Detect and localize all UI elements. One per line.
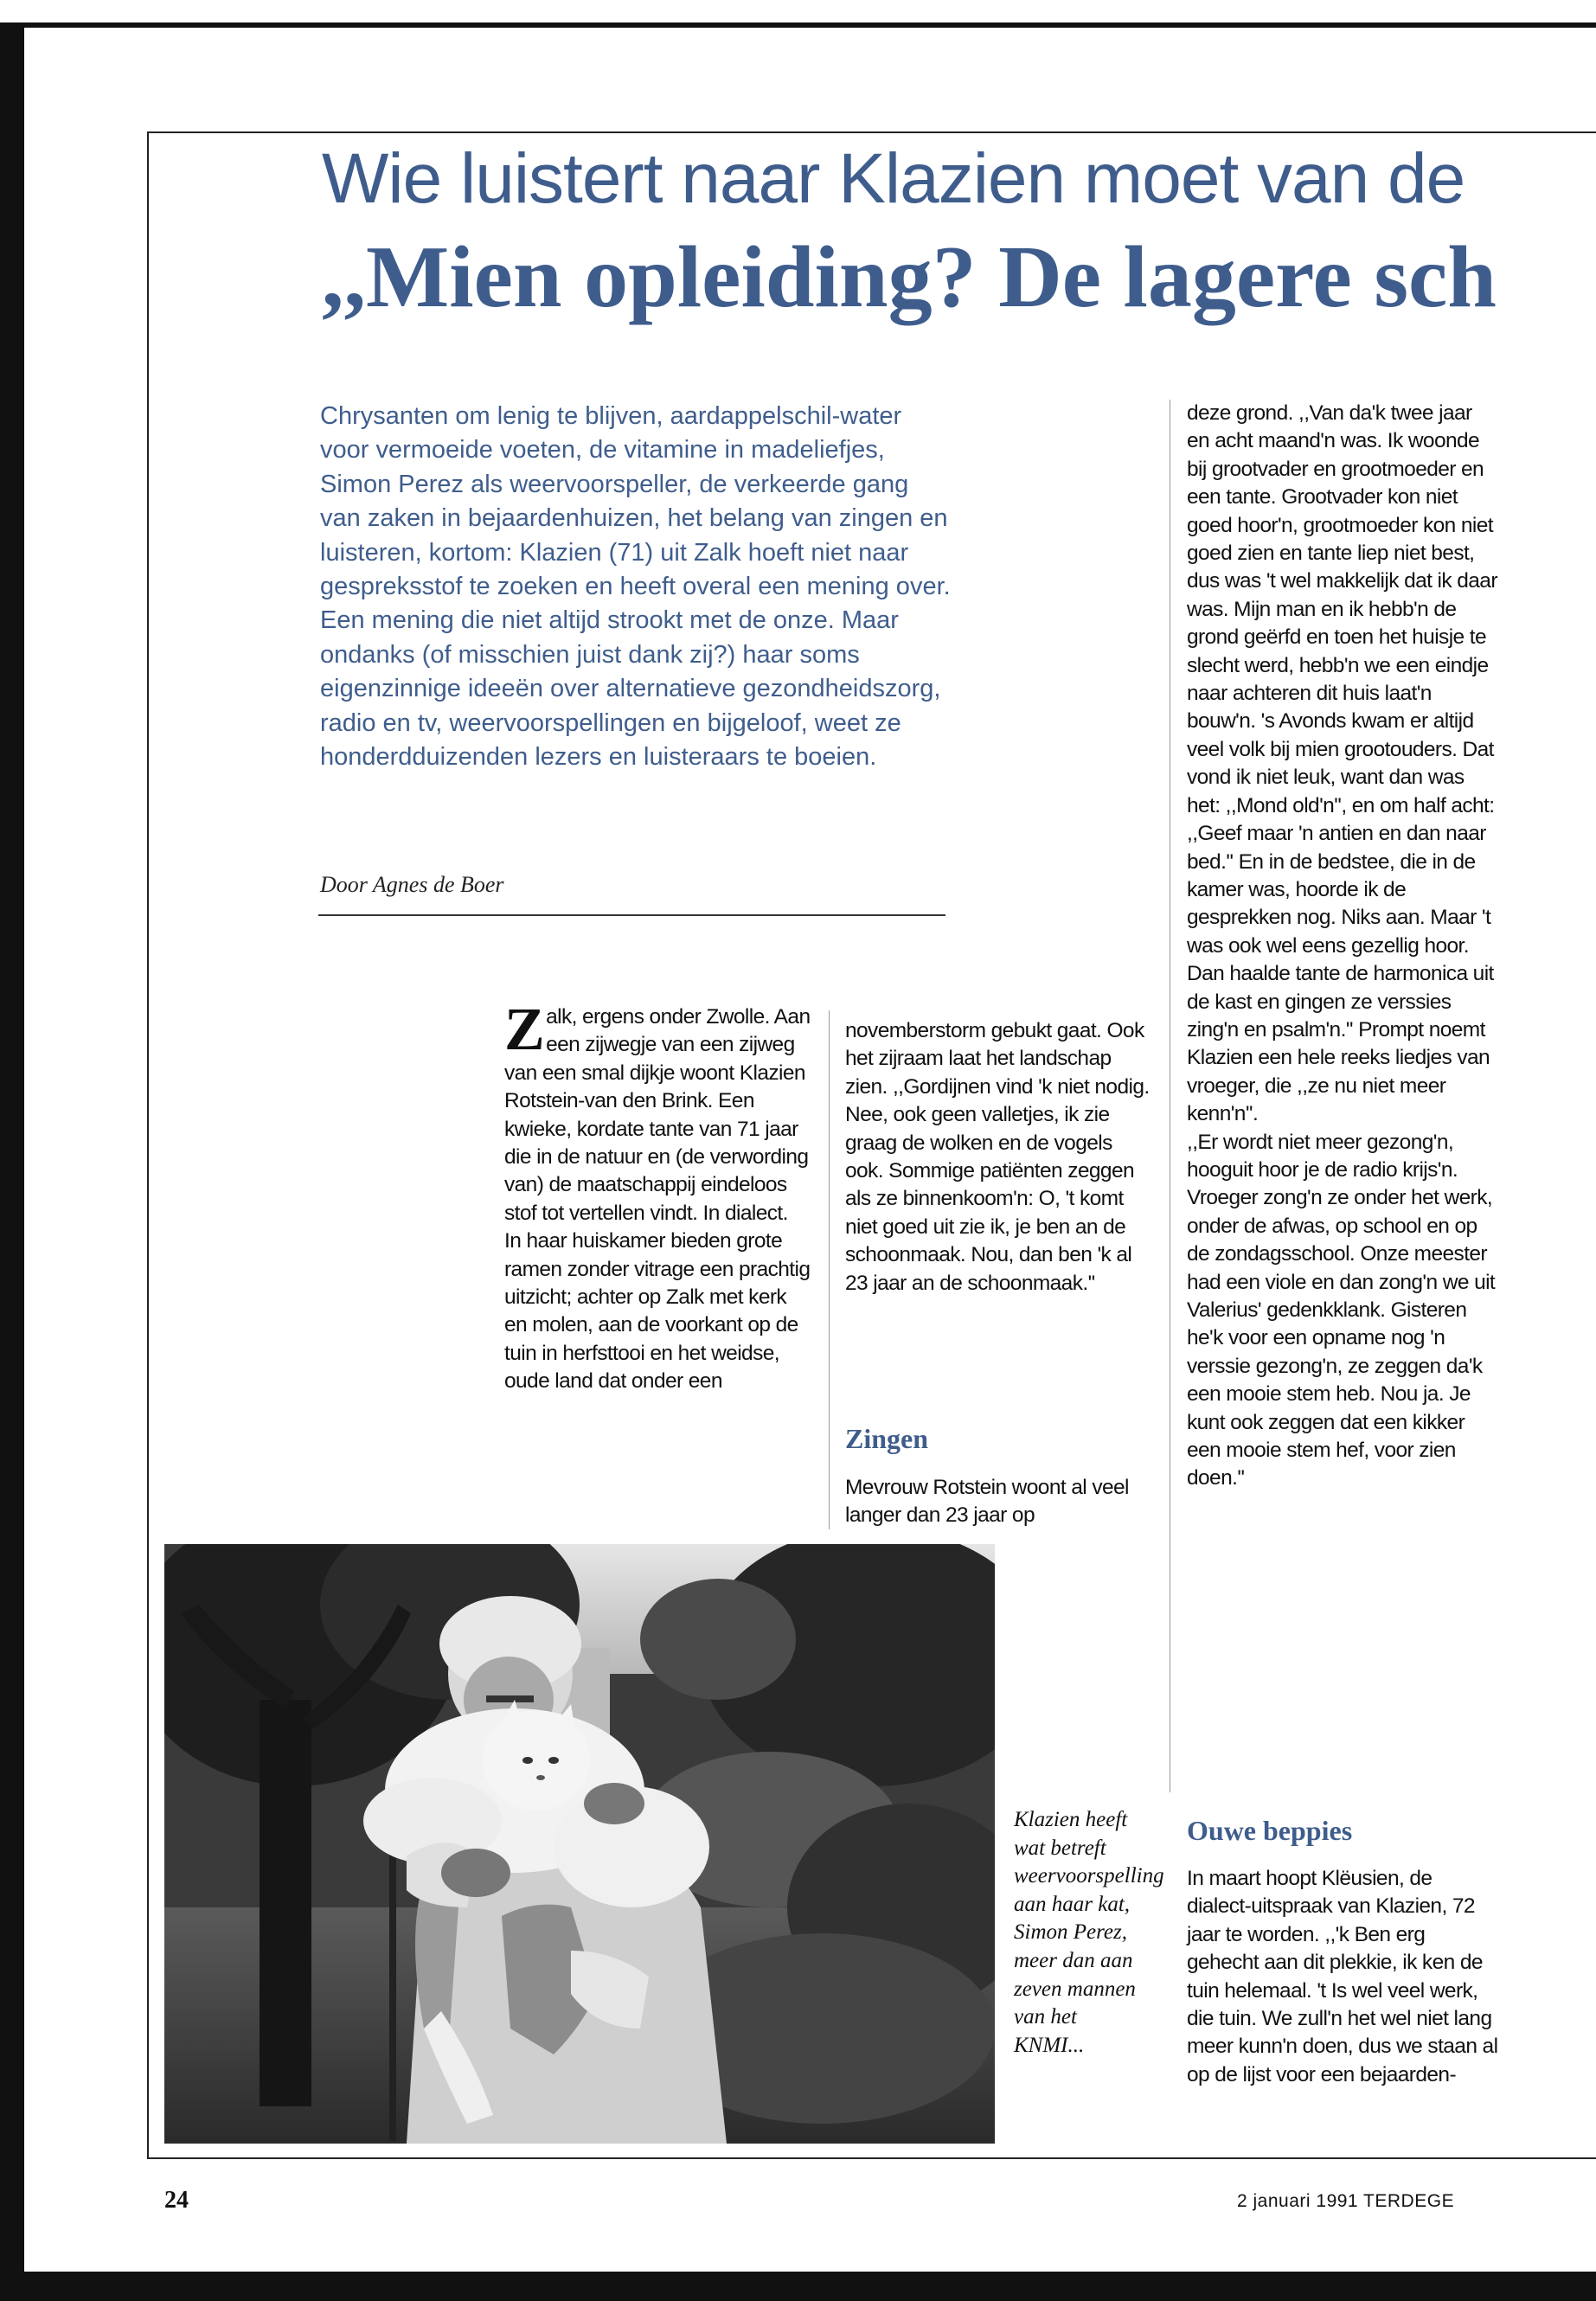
- headline-line-2: ,,Mien opleiding? De lagere sch: [322, 228, 1497, 326]
- byline-divider: [318, 914, 945, 916]
- photo-caption: Klazien heeft wat betreft weervoorspelling aan haar kat, Simon Perez, meer dan aan zeven mannen van het KNMI...: [1014, 1808, 1164, 2057]
- body-paragraph: [504, 997, 811, 1227]
- page-number: 24: [164, 2187, 189, 2214]
- scan-left-border: [0, 22, 24, 2272]
- page-top-edge: [0, 0, 1596, 28]
- body-paragraph: In haar huiskamer bieden grote ramen zonder vitrage een prachtig uitzicht; achter op Zalk met kerk en molen, aan de voorkant op de tuin in herfsttooi en het weidse, oude land dat onder een: [504, 1229, 811, 1394]
- body-text: alk, ergens onder Zwolle. Aan een zijwegje van een zijweg van een smal dijkje woont Klazien Rotstein-van den Brink. Een kwieke, kordate tante van 71 jaar die in de natuur en (de verwording van) de maatschappij eindeloos stof tot vertellen vindt. In dialect.: [504, 1005, 811, 1225]
- body-paragraph: In maart hoopt Klëusien, de dialect-uitspraak van Klazien, 72 jaar te worden. ,,'k Ben erg gehecht aan dit plekkie, ik ken de tuin helemaal. 't Is wel veel werk, die tuin. We zull'n het wel niet lang meer kunn'n doen, dus we staan al op de lijst voor een bejaarden-: [1187, 1867, 1498, 2086]
- issue-date: 2 januari 1991 TERDEGE: [1237, 2191, 1455, 2211]
- body-paragraph: novemberstorm gebukt gaat. Ook het zijraam laat het landschap zien. ,,Gordijnen vind 'k niet nodig. Nee, ook geen valletjes, ik zie graag de wolken en de vogels ook. Sommige patiënten zeggen als ze binnenkoom'n: O, 't komt niet goed uit zie ik, je ben an de schoonmaak. Nou, dan ben 'k al 23 jaar an de schoonmaak.'': [845, 1019, 1150, 1295]
- drop-cap: Z: [504, 997, 545, 1063]
- subheading-ouwe-beppies: Ouwe beppies: [1187, 1815, 1353, 1846]
- body-column-2: [845, 1017, 1152, 1298]
- body-paragraph: deze grond. ,,Van da'k twee jaar en acht maand'n was. Ik woonde bij grootvader en grootmoeder en een tante. Grootvader kon niet goed hoor'n, grootmoeder kon niet goed zien en tante liep niet best, dus was 't wel makkelijk dat ik daar was. Mijn man en ik hebb'n de grond geërfd en toen het huisje te slecht werd, hebb'n we een eindje naar achteren dit huis laat'n bouw'n. 's Avonds kwam er altijd veel volk bij mien grootouders. Dat vond ik niet leuk, want dan was het: ,,Mond old'n'', en om half acht: ,,Geef maar 'n antien en dan naar bed.'' En in de bedstee, die in de kamer was, hoorde ik de gesprekken nog. Niks aan. Maar 't was ook wel eens gezellig hoor. Dan haalde tante de harmonica uit de kast en gingen ze verssies zing'n en psalm'n.'' Prompt noemt Klazien een hele reeks liedjes van vroeger, die ,,ze nu niet meer kenn'n''.: [1187, 401, 1497, 1126]
- subheading-zingen: Zingen: [845, 1423, 929, 1454]
- headline-line-1: Wie luistert naar Klazien moet van de: [322, 139, 1465, 218]
- photo-klazien-with-cat: [164, 1544, 995, 2144]
- body-column-3-continued: [1187, 1865, 1498, 2089]
- lead-paragraph: Chrysanten om lenig te blijven, aardappelschil-water voor vermoeide voeten, de vitamine in madeliefjes, Simon Perez als weervoorspeller, de verkeerde gang van zaken in bejaardenhuizen, het belang van zingen en luisteren, kortom: Klazien (71) uit Zalk hoeft niet naar gespreksstof te zoeken en heeft overal een mening over. Een mening die niet altijd strookt met de onze. Maar ondanks (of misschien juist dank zij?) haar soms eigenzinnige ideeën over alternatieve gezondheidszorg, radio en tv, weervoorspellingen en bijgeloof, weet ze honderdduizenden lezers en luisteraars te boeien.: [320, 402, 951, 772]
- scan-bottom-border: [0, 2272, 1596, 2301]
- body-column-2-continued: [845, 1474, 1152, 1530]
- byline: Door Agnes de Boer: [320, 872, 504, 897]
- body-column-1: [504, 997, 811, 1396]
- body-paragraph: Mevrouw Rotstein woont al veel langer dan 23 jaar op: [845, 1476, 1129, 1528]
- body-paragraph: ,,Er wordt niet meer gezong'n, hooguit hoor je de radio krijs'n. Vroeger zong'n ze onder het werk, onder de afwas, op school en op de zondagsschool. Onze meester had een viole en dan zong'n we uit Valerius' gedenkklank. Gisteren he'k voor een opname nog 'n verssie gezong'n, ze zeggen da'k een mooie stem heb. Nou ja. Je kunt ook zeggen dat een kikker een mooie stem hef, voor zien doen.'': [1187, 1130, 1496, 1490]
- body-column-3: [1187, 400, 1498, 1493]
- column-divider: [829, 1010, 830, 1529]
